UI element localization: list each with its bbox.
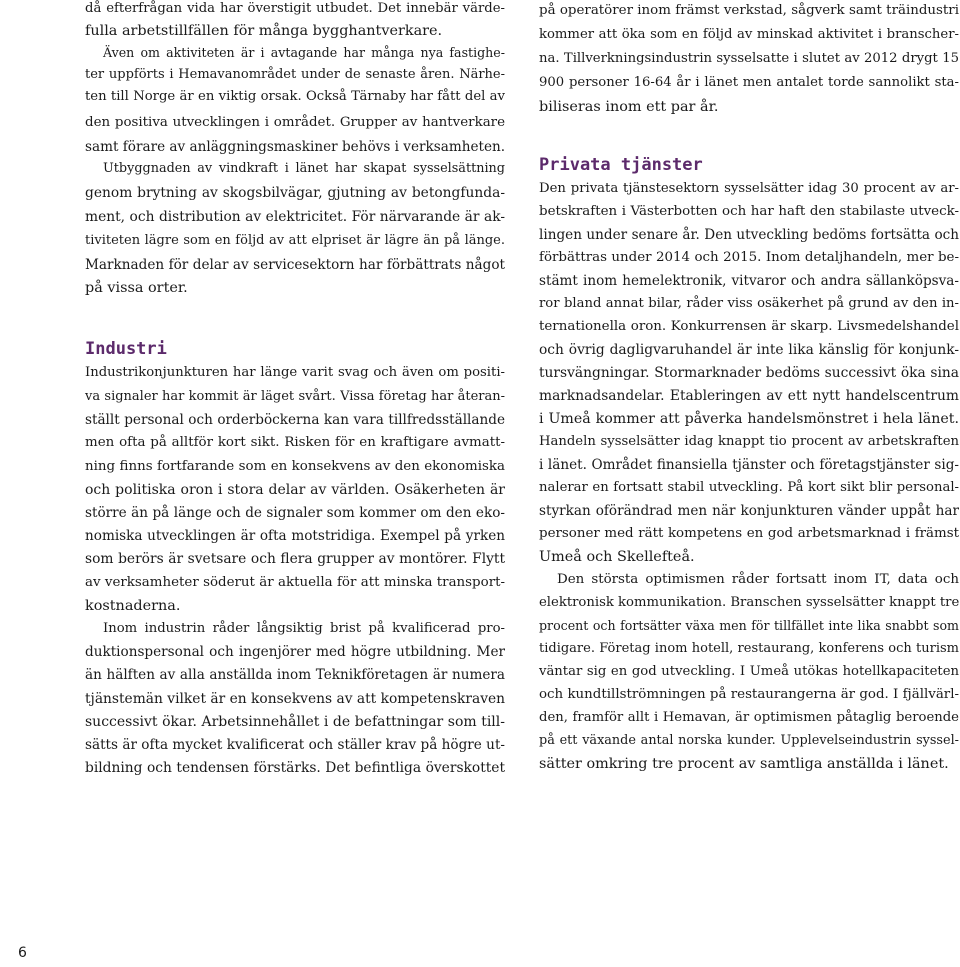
text-line: Handeln sysselsätter idag knappt tio procent av arbetskraften <box>539 434 959 449</box>
text-line: procent och fortsätter växa men för tillfället inte lika snabbt som <box>539 618 959 633</box>
text-line: ställt personal och orderböckerna kan vara tillfredsställande <box>85 412 505 428</box>
text-line: personer med rätt kompetens en god arbetsmarknad i främst <box>539 526 959 541</box>
page-number: 6 <box>18 945 27 961</box>
text-line: duktionspersonal och ingenjörer med högre utbildning. Mer <box>85 644 505 660</box>
text-line: än hälften av alla anställda inom Teknikföretagen är numera <box>85 667 505 683</box>
text-line: marknadsandelar. Etableringen av ett nytt handelscentrum <box>539 388 959 404</box>
text-line: i Umeå kommer att påverka handelsmönstret i hela länet. <box>539 411 959 427</box>
text-line: ternationella oron. Konkurrensen är skarp. Livsmedelshandel <box>539 319 959 334</box>
text-line: den, framför allt i Hemavan, är optimismen påtaglig beroende <box>539 710 959 725</box>
text-line: biliseras inom ett par år. <box>539 99 719 115</box>
text-line: ten till Norge är en viktig orsak. Också Tärnaby har fått del av <box>85 89 505 104</box>
text-line: Industrikonjunkturen har länge varit svag och även om positi- <box>85 365 505 380</box>
text-line: Umeå och Skellefteå. <box>539 549 695 565</box>
text-line: Utbyggnaden av vindkraft i länet har skapat sysselsättning <box>103 161 505 176</box>
text-line: genom brytning av skogsbilvägar, gjutning av betongfunda- <box>85 185 505 201</box>
text-line: Marknaden för delar av servicesektorn har förbättrats något <box>85 257 505 273</box>
text-line: tiviteten lägre som en följd av att elpriset är lägre än på länge. <box>85 233 505 248</box>
text-line: styrkan oförändrad men när konjunkturen vänder uppåt har <box>539 503 959 519</box>
text-line: Inom industrin råder långsiktig brist på kvalificerad pro- <box>103 621 505 636</box>
text-line: Den största optimismen råder fortsatt inom IT, data och <box>557 572 959 587</box>
text-line: och övrig dagligvaruhandel är inte lika känslig för konjunk- <box>539 342 959 358</box>
text-line: nalerar en fortsatt stabil utveckling. På kort sikt blir personal- <box>539 480 959 495</box>
text-line: stämt inom hemelektronik, vitvaror och andra sällanköpsva- <box>539 273 959 289</box>
text-line: tidigare. Företag inom hotell, restaurang, konferens och turism <box>539 641 959 656</box>
text-line: 900 personer 16-64 år i länet men antalet torde sannolikt sta- <box>539 75 959 90</box>
text-line: fulla arbetstillfällen för många bygghantverkare. <box>85 23 443 39</box>
text-line: men ofta på alltför kort sikt. Risken för en kraftigare avmatt- <box>85 435 505 450</box>
text-line: på vissa orter. <box>85 280 188 296</box>
text-line: tjänstemän vilket är en konsekvens av att kompetenskraven <box>85 691 506 707</box>
text-line: elektronisk kommunikation. Branschen sysselsätter knappt tre <box>539 595 960 610</box>
text-line: ter uppförts i Hemavanområdet under de senaste åren. Närhe- <box>85 67 505 82</box>
text-line: tursvängningar. Stormarknader bedöms successivt öka sina <box>539 365 959 381</box>
section-heading-privata-tjanster: Privata tjänster <box>539 155 703 175</box>
text-line: na. Tillverkningsindustrin sysselsatte i slutet av 2012 drygt 15 <box>539 51 959 66</box>
text-line: nomiska utvecklingen är ofta motstridiga. Exempel på yrken <box>85 528 505 544</box>
text-line: betskraften i Västerbotten och har haft den stabilaste utveck- <box>539 204 959 219</box>
text-line: bildning och tendensen förstärks. Det befintliga överskottet <box>85 760 505 776</box>
text-line: Även om aktiviteten är i avtagande har många nya fastighe- <box>103 45 505 60</box>
text-line: större än på länge och de signaler som kommer om den eko- <box>85 505 505 521</box>
text-line: och politiska oron i stora delar av världen. Osäkerheten är <box>85 482 505 498</box>
text-line: samt förare av anläggningsmaskiner behövs i verksamheten. <box>85 139 506 155</box>
text-line: då efterfrågan vida har överstigit utbudet. Det innebär värde- <box>85 1 505 16</box>
text-line: sätter omkring tre procent av samtliga anställda i länet. <box>539 756 949 772</box>
text-line: successivt ökar. Arbetsinnehållet i de befattningar som till- <box>85 714 505 730</box>
text-line: lingen under senare år. Den utveckling bedöms fortsätta och <box>539 227 959 243</box>
text-line: kostnaderna. <box>85 598 181 614</box>
text-line: i länet. Området finansiella tjänster och företagstjänster sig- <box>539 457 959 473</box>
text-line: på ett växande antal norska kunder. Upplevelseindustrin syssel- <box>539 733 959 748</box>
text-line: ning finns fortfarande som en konsekvens av den ekonomiska <box>85 459 505 474</box>
section-heading-industri: Industri <box>85 339 167 359</box>
text-line: väntar sig en god utveckling. I Umeå utökas hotellkapaciteten <box>539 664 959 679</box>
text-line: ment, och distribution av elektricitet. För närvarande är ak- <box>85 209 505 225</box>
text-line: den positiva utvecklingen i området. Grupper av hantverkare <box>85 115 505 130</box>
text-line: sätts är ofta mycket kvalificerat och ställer krav på högre ut- <box>85 737 505 753</box>
text-line: och kundtillströmningen på restaurangerna är god. I fjällvärl- <box>539 687 960 702</box>
text-line: va signaler har kommit är läget svårt. Vissa företag har återan- <box>85 389 505 404</box>
text-line: kommer att öka som en följd av minskad aktivitet i branscher- <box>539 27 959 42</box>
text-line: ror bland annat bilar, råder viss osäkerhet på grund av den in- <box>539 296 959 311</box>
text-line: som berörs är svetsare och flera grupper av montörer. Flytt <box>85 551 505 567</box>
text-line: av verksamheter söderut är aktuella för att minska transport- <box>85 575 505 590</box>
text-line: Den privata tjänstesektorn sysselsätter idag 30 procent av ar- <box>539 181 959 196</box>
text-line: på operatörer inom främst verkstad, sågverk samt träindustri <box>539 3 959 18</box>
text-line: förbättras under 2014 och 2015. Inom detaljhandeln, mer be- <box>539 250 959 265</box>
